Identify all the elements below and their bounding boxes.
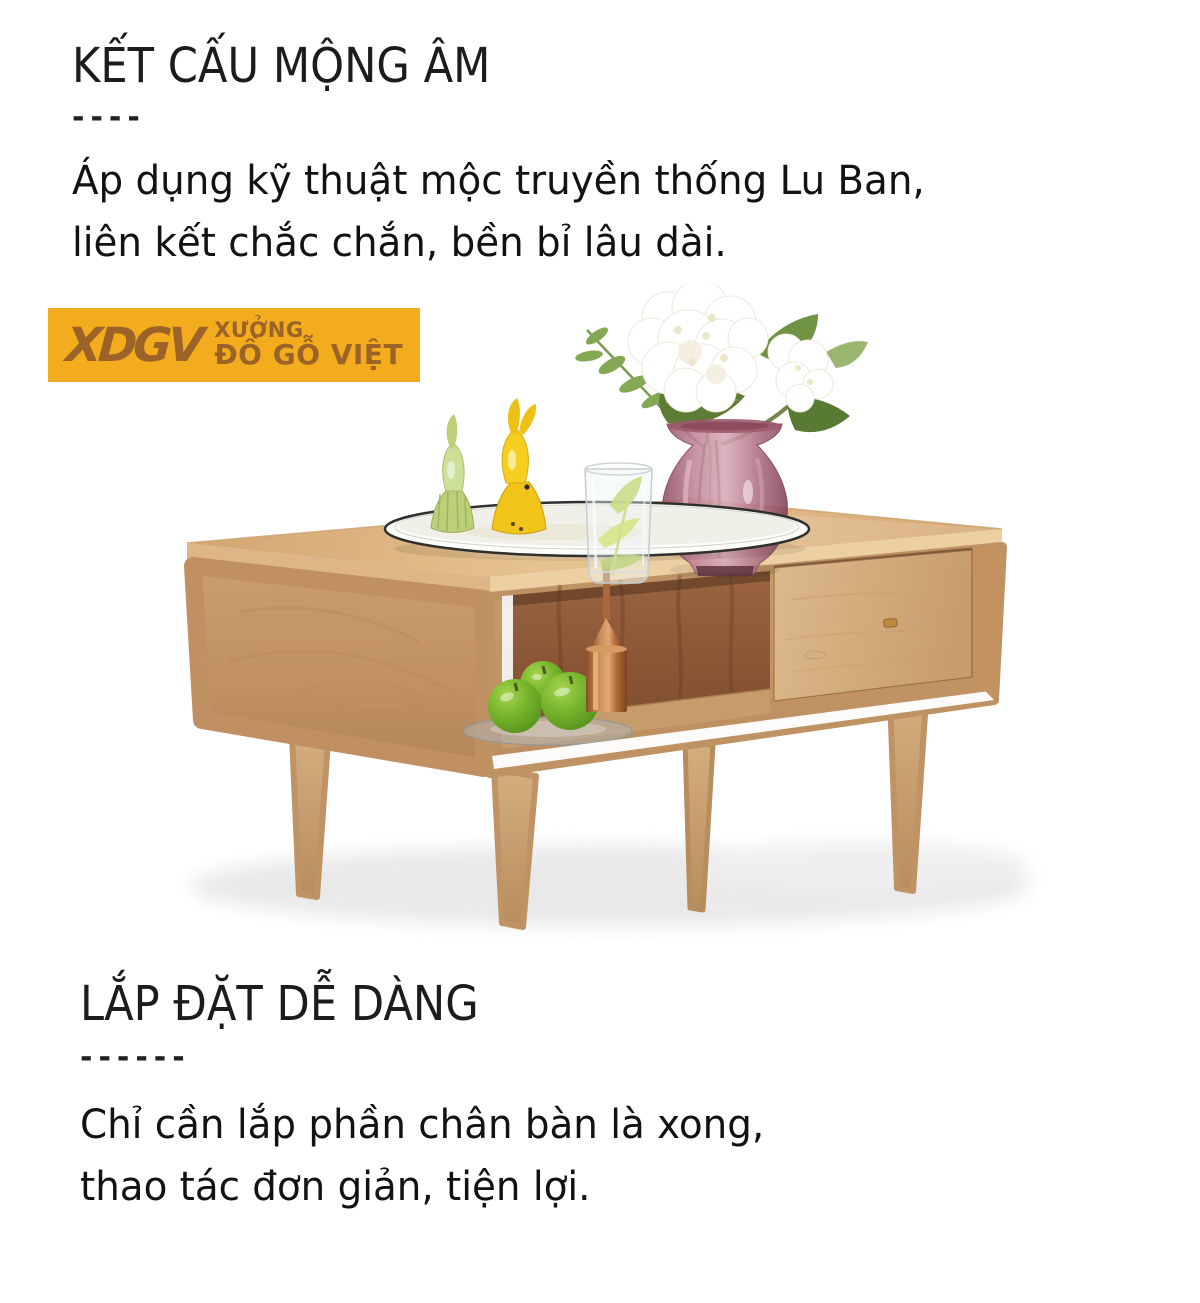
left-side-panel bbox=[193, 566, 484, 768]
bunny-figurine-yellow bbox=[492, 398, 546, 534]
drawer-front bbox=[774, 549, 972, 701]
bunny-figurine-green bbox=[431, 414, 474, 533]
section-bottom-divider: ------ bbox=[80, 1040, 191, 1075]
brand-logo-name-line2: ĐỒ GỖ VIỆT bbox=[214, 338, 404, 372]
section-top-heading: KẾT CẤU MỘNG ÂM bbox=[72, 38, 491, 94]
section-top-divider: ---- bbox=[72, 100, 146, 135]
section-top-body-line1: Áp dụng kỹ thuật mộc truyền thống Lu Ban, bbox=[72, 158, 925, 204]
product-photo bbox=[140, 285, 1100, 940]
drawer-knob bbox=[884, 619, 898, 628]
section-bottom-body-line1: Chỉ cần lắp phần chân bàn là xong, bbox=[80, 1102, 765, 1148]
section-bottom-body bbox=[80, 1094, 764, 1218]
hydrangea-cluster-right bbox=[768, 334, 833, 412]
brand-logo-name-line1: XƯỞNG bbox=[214, 318, 304, 343]
drawer bbox=[774, 549, 972, 701]
leaf-print-glass bbox=[585, 463, 652, 583]
section-top-body bbox=[72, 150, 925, 274]
section-bottom-body-line2: thao tác đơn giản, tiện lợi. bbox=[80, 1164, 591, 1210]
section-top-body-line2: liên kết chắc chắn, bền bỉ lâu dài. bbox=[72, 220, 727, 266]
section-bottom-heading: LẮP ĐẶT DỄ DÀNG bbox=[80, 976, 479, 1032]
brand-logo-abbreviation: XDGV bbox=[64, 317, 203, 373]
